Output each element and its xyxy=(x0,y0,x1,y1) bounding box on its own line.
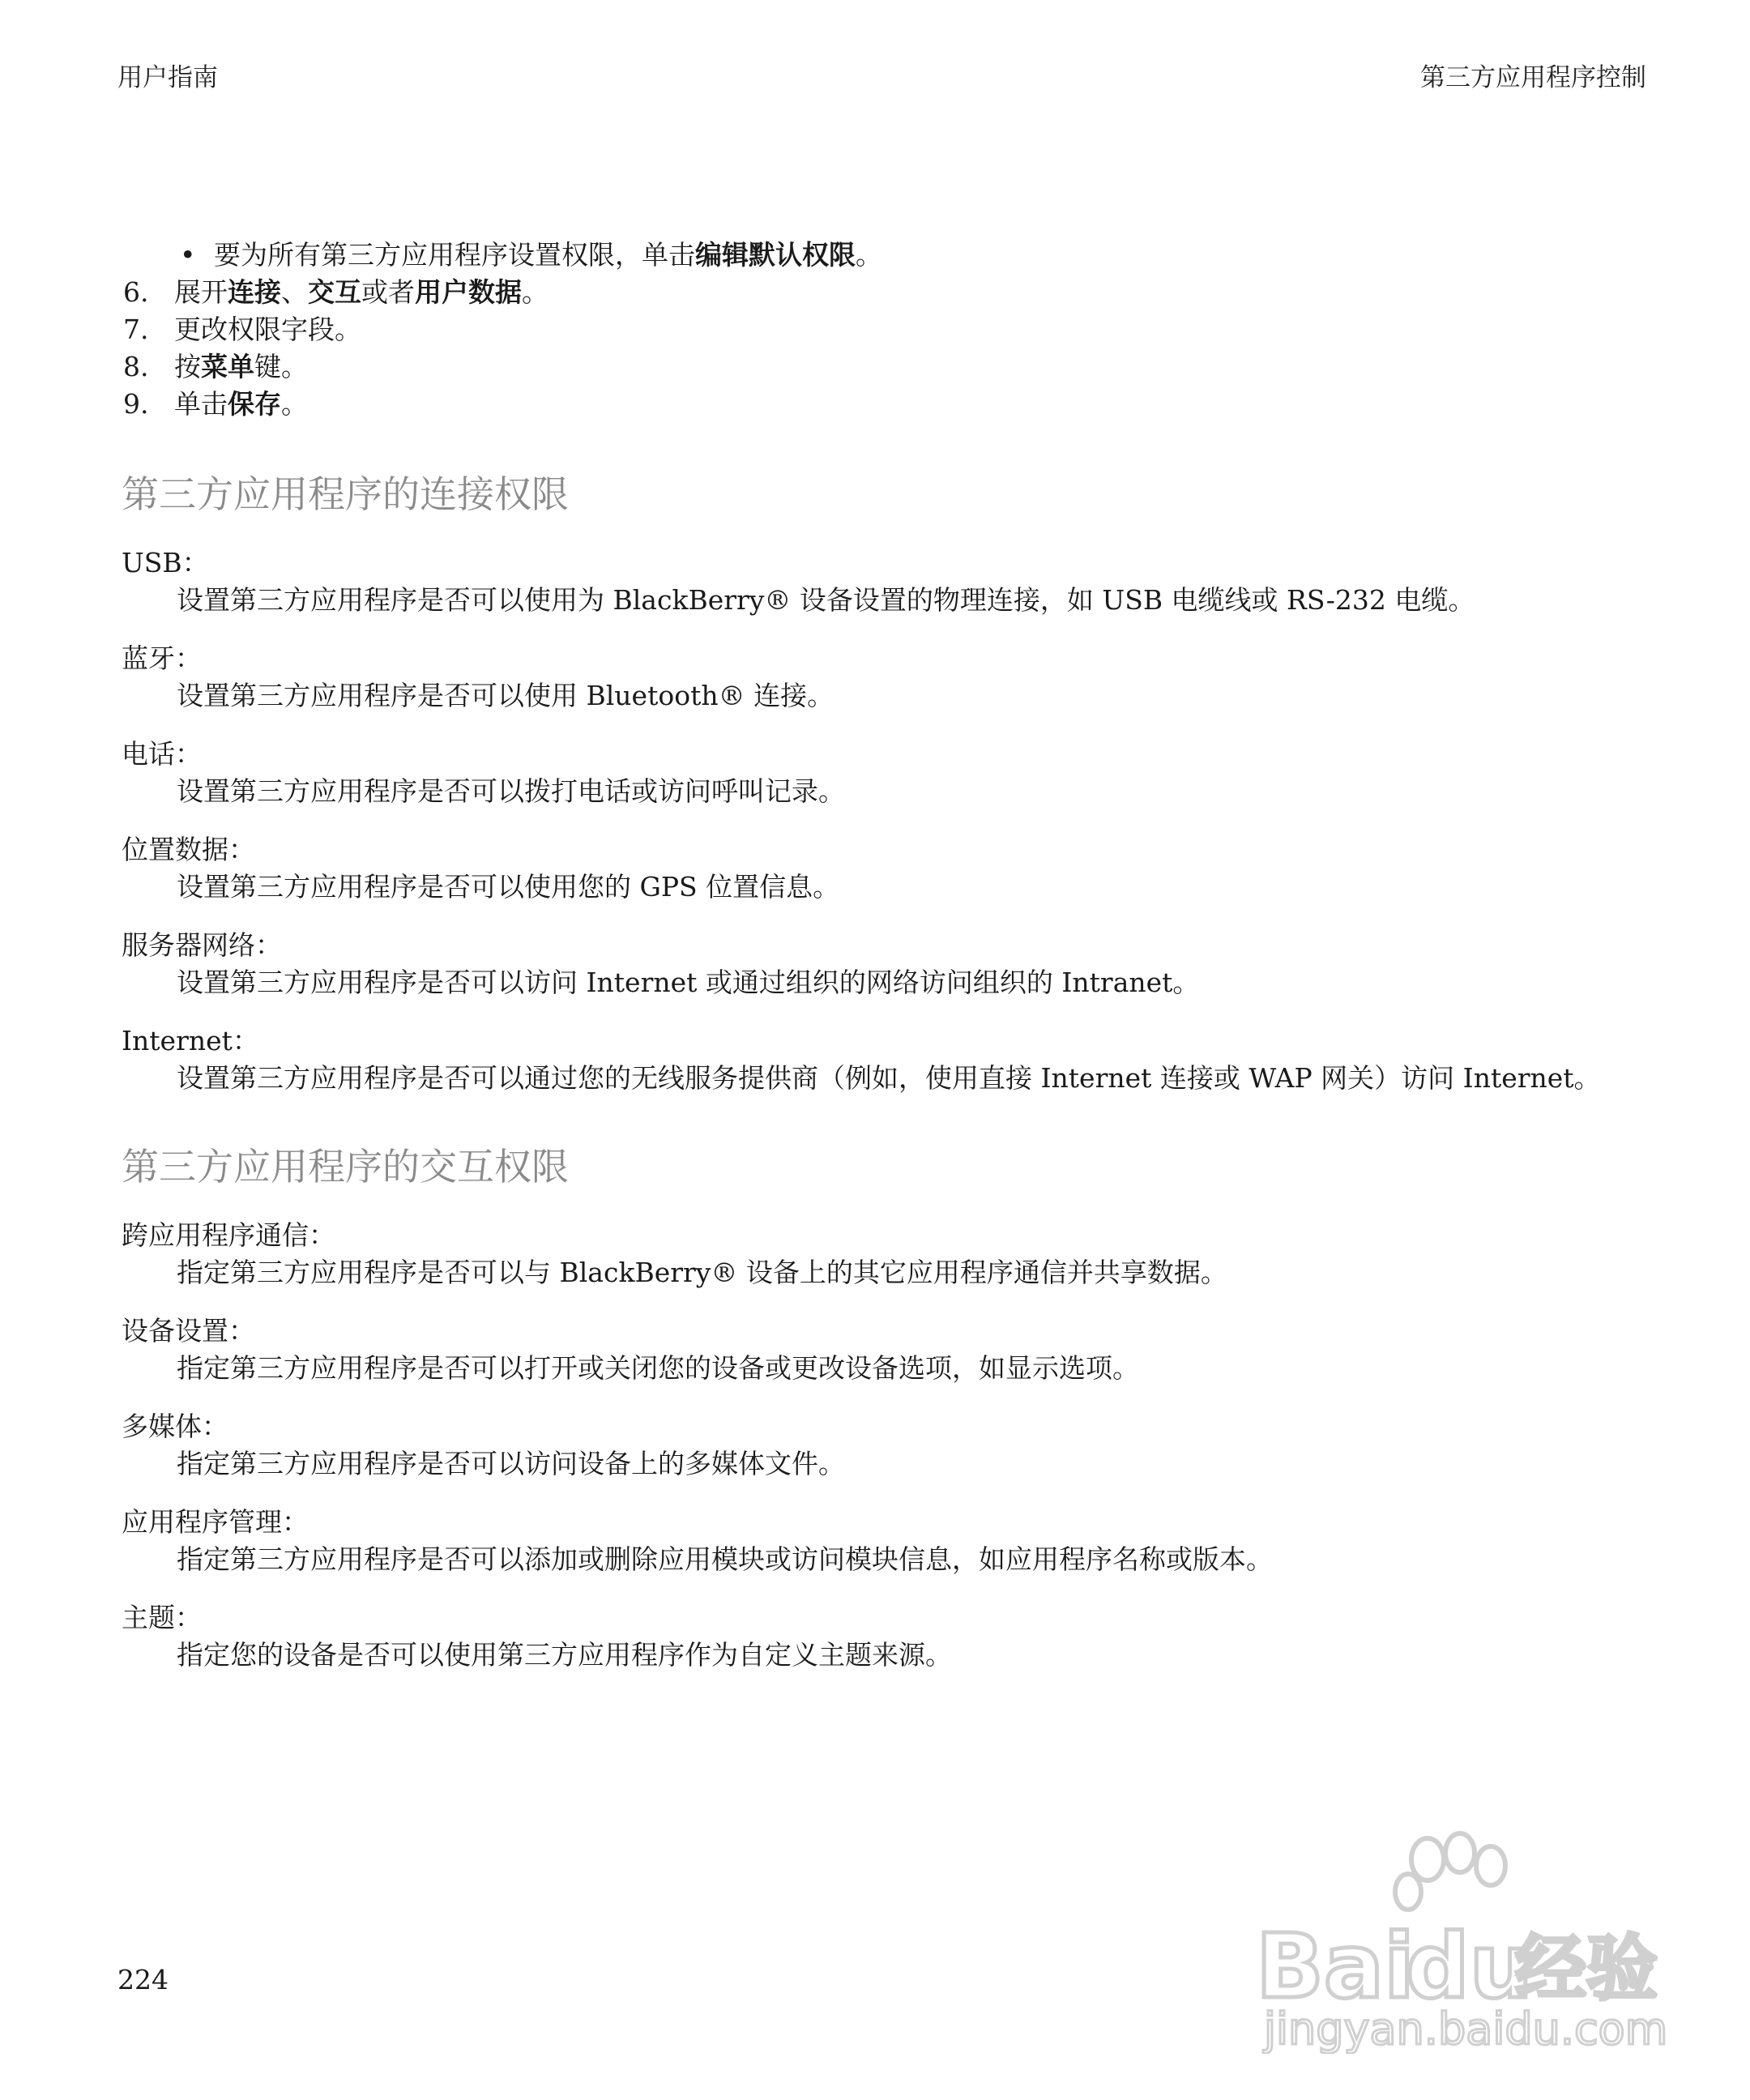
permission-term: 服务器网络： xyxy=(122,929,282,961)
page-content xyxy=(122,237,1661,1674)
baidu-jingyan-watermark xyxy=(1248,1827,1669,2054)
permission-term: 蓝牙： xyxy=(122,642,202,674)
svg-text:经验: 经验 xyxy=(1515,1927,1658,2010)
permission-term: Internet： xyxy=(122,1025,259,1056)
page-number: 224 xyxy=(117,1964,169,1995)
permission-term: 跨应用程序通信： xyxy=(122,1219,335,1251)
step-number: 6. xyxy=(123,276,149,308)
section-title-interaction: 第三方应用程序的交互权限 xyxy=(122,1145,569,1189)
permission-description: 设置第三方应用程序是否可以拨打电话或访问呼叫记录。 xyxy=(177,775,845,807)
permission-term: 位置数据： xyxy=(122,834,255,865)
numbered-steps xyxy=(122,274,1661,423)
step-ui-term: 菜单 xyxy=(201,351,254,382)
permission-description: 设置第三方应用程序是否可以使用 Bluetooth® 连接。 xyxy=(177,680,834,711)
permission-term: 应用程序管理： xyxy=(122,1506,309,1538)
permission-description: 指定第三方应用程序是否可以与 BlackBerry® 设备上的其它应用程序通信并共享数据。 xyxy=(177,1257,1227,1288)
bullet-text-before: 要为所有第三方应用程序设置权限，单击 xyxy=(214,239,695,271)
step-text: 。 xyxy=(522,276,548,308)
permission-description: 指定第三方应用程序是否可以打开或关闭您的设备或更改设备选项，如显示选项。 xyxy=(177,1352,1139,1384)
permission-term: 设备设置： xyxy=(122,1315,255,1347)
step-item xyxy=(122,311,1661,348)
bullet-text-after: 。 xyxy=(856,239,882,271)
bullet-text xyxy=(180,237,1661,274)
permission-description: 指定第三方应用程序是否可以访问设备上的多媒体文件。 xyxy=(177,1448,845,1479)
permission-term: 主题： xyxy=(122,1602,202,1633)
step-item xyxy=(122,274,1661,311)
step-number: 7. xyxy=(123,314,149,345)
step-ui-term: 保存 xyxy=(228,388,281,420)
connection-permission-list xyxy=(122,544,1661,1097)
svg-text:Bai: Bai xyxy=(1256,1914,1415,2018)
interaction-permission-list xyxy=(122,1217,1661,1674)
svg-text:du: du xyxy=(1406,1914,1534,2018)
step-ui-term: 用户数据 xyxy=(415,276,522,308)
step-text: 、 xyxy=(281,276,308,308)
permission-description: 指定第三方应用程序是否可以添加或删除应用模块或访问模块信息，如应用程序名称或版本。 xyxy=(177,1543,1273,1575)
permission-description: 设置第三方应用程序是否可以使用为 BlackBerry® 设备设置的物理连接，如 USB 电缆线或 RS-232 电缆。 xyxy=(177,584,1475,616)
header-right-title: 第三方应用程序控制 xyxy=(1420,63,1646,92)
step-text: 单击 xyxy=(174,388,228,420)
header-left-title: 用户指南 xyxy=(117,63,218,92)
step-text: 更改权限字段。 xyxy=(174,314,361,345)
section-title-connection: 第三方应用程序的连接权限 xyxy=(122,472,569,516)
step-ui-term: 交互 xyxy=(308,276,361,308)
watermark-url: jingyan.baidu.com xyxy=(1264,2004,1668,2054)
step-item xyxy=(122,348,1661,386)
step-text: 按 xyxy=(174,351,201,382)
permission-description: 设置第三方应用程序是否可以使用您的 GPS 位置信息。 xyxy=(177,871,840,903)
step-text: 键。 xyxy=(254,351,308,382)
bullet-marker: • xyxy=(180,239,196,271)
permission-term: USB： xyxy=(122,547,209,578)
step-text: 展开 xyxy=(174,276,228,308)
step-ui-term: 连接 xyxy=(228,276,281,308)
permission-description: 设置第三方应用程序是否可以通过您的无线服务提供商（例如，使用直接 Internet 连接或 WAP 网关）访问 Internet。 xyxy=(177,1062,1601,1094)
bullet-item xyxy=(122,237,1661,274)
step-number: 9. xyxy=(123,388,149,420)
permission-description: 设置第三方应用程序是否可以访问 Internet 或通过组织的网络访问组织的 Intranet。 xyxy=(177,967,1200,998)
permission-term: 电话： xyxy=(122,738,202,770)
bullet-text-bold: 编辑默认权限 xyxy=(695,239,856,271)
permission-description: 指定您的设备是否可以使用第三方应用程序作为自定义主题来源。 xyxy=(177,1639,952,1671)
step-number: 8. xyxy=(123,351,149,382)
step-text: 。 xyxy=(281,388,308,420)
permission-term: 多媒体： xyxy=(122,1411,228,1442)
step-text: 或者 xyxy=(361,276,415,308)
step-item xyxy=(122,386,1661,423)
